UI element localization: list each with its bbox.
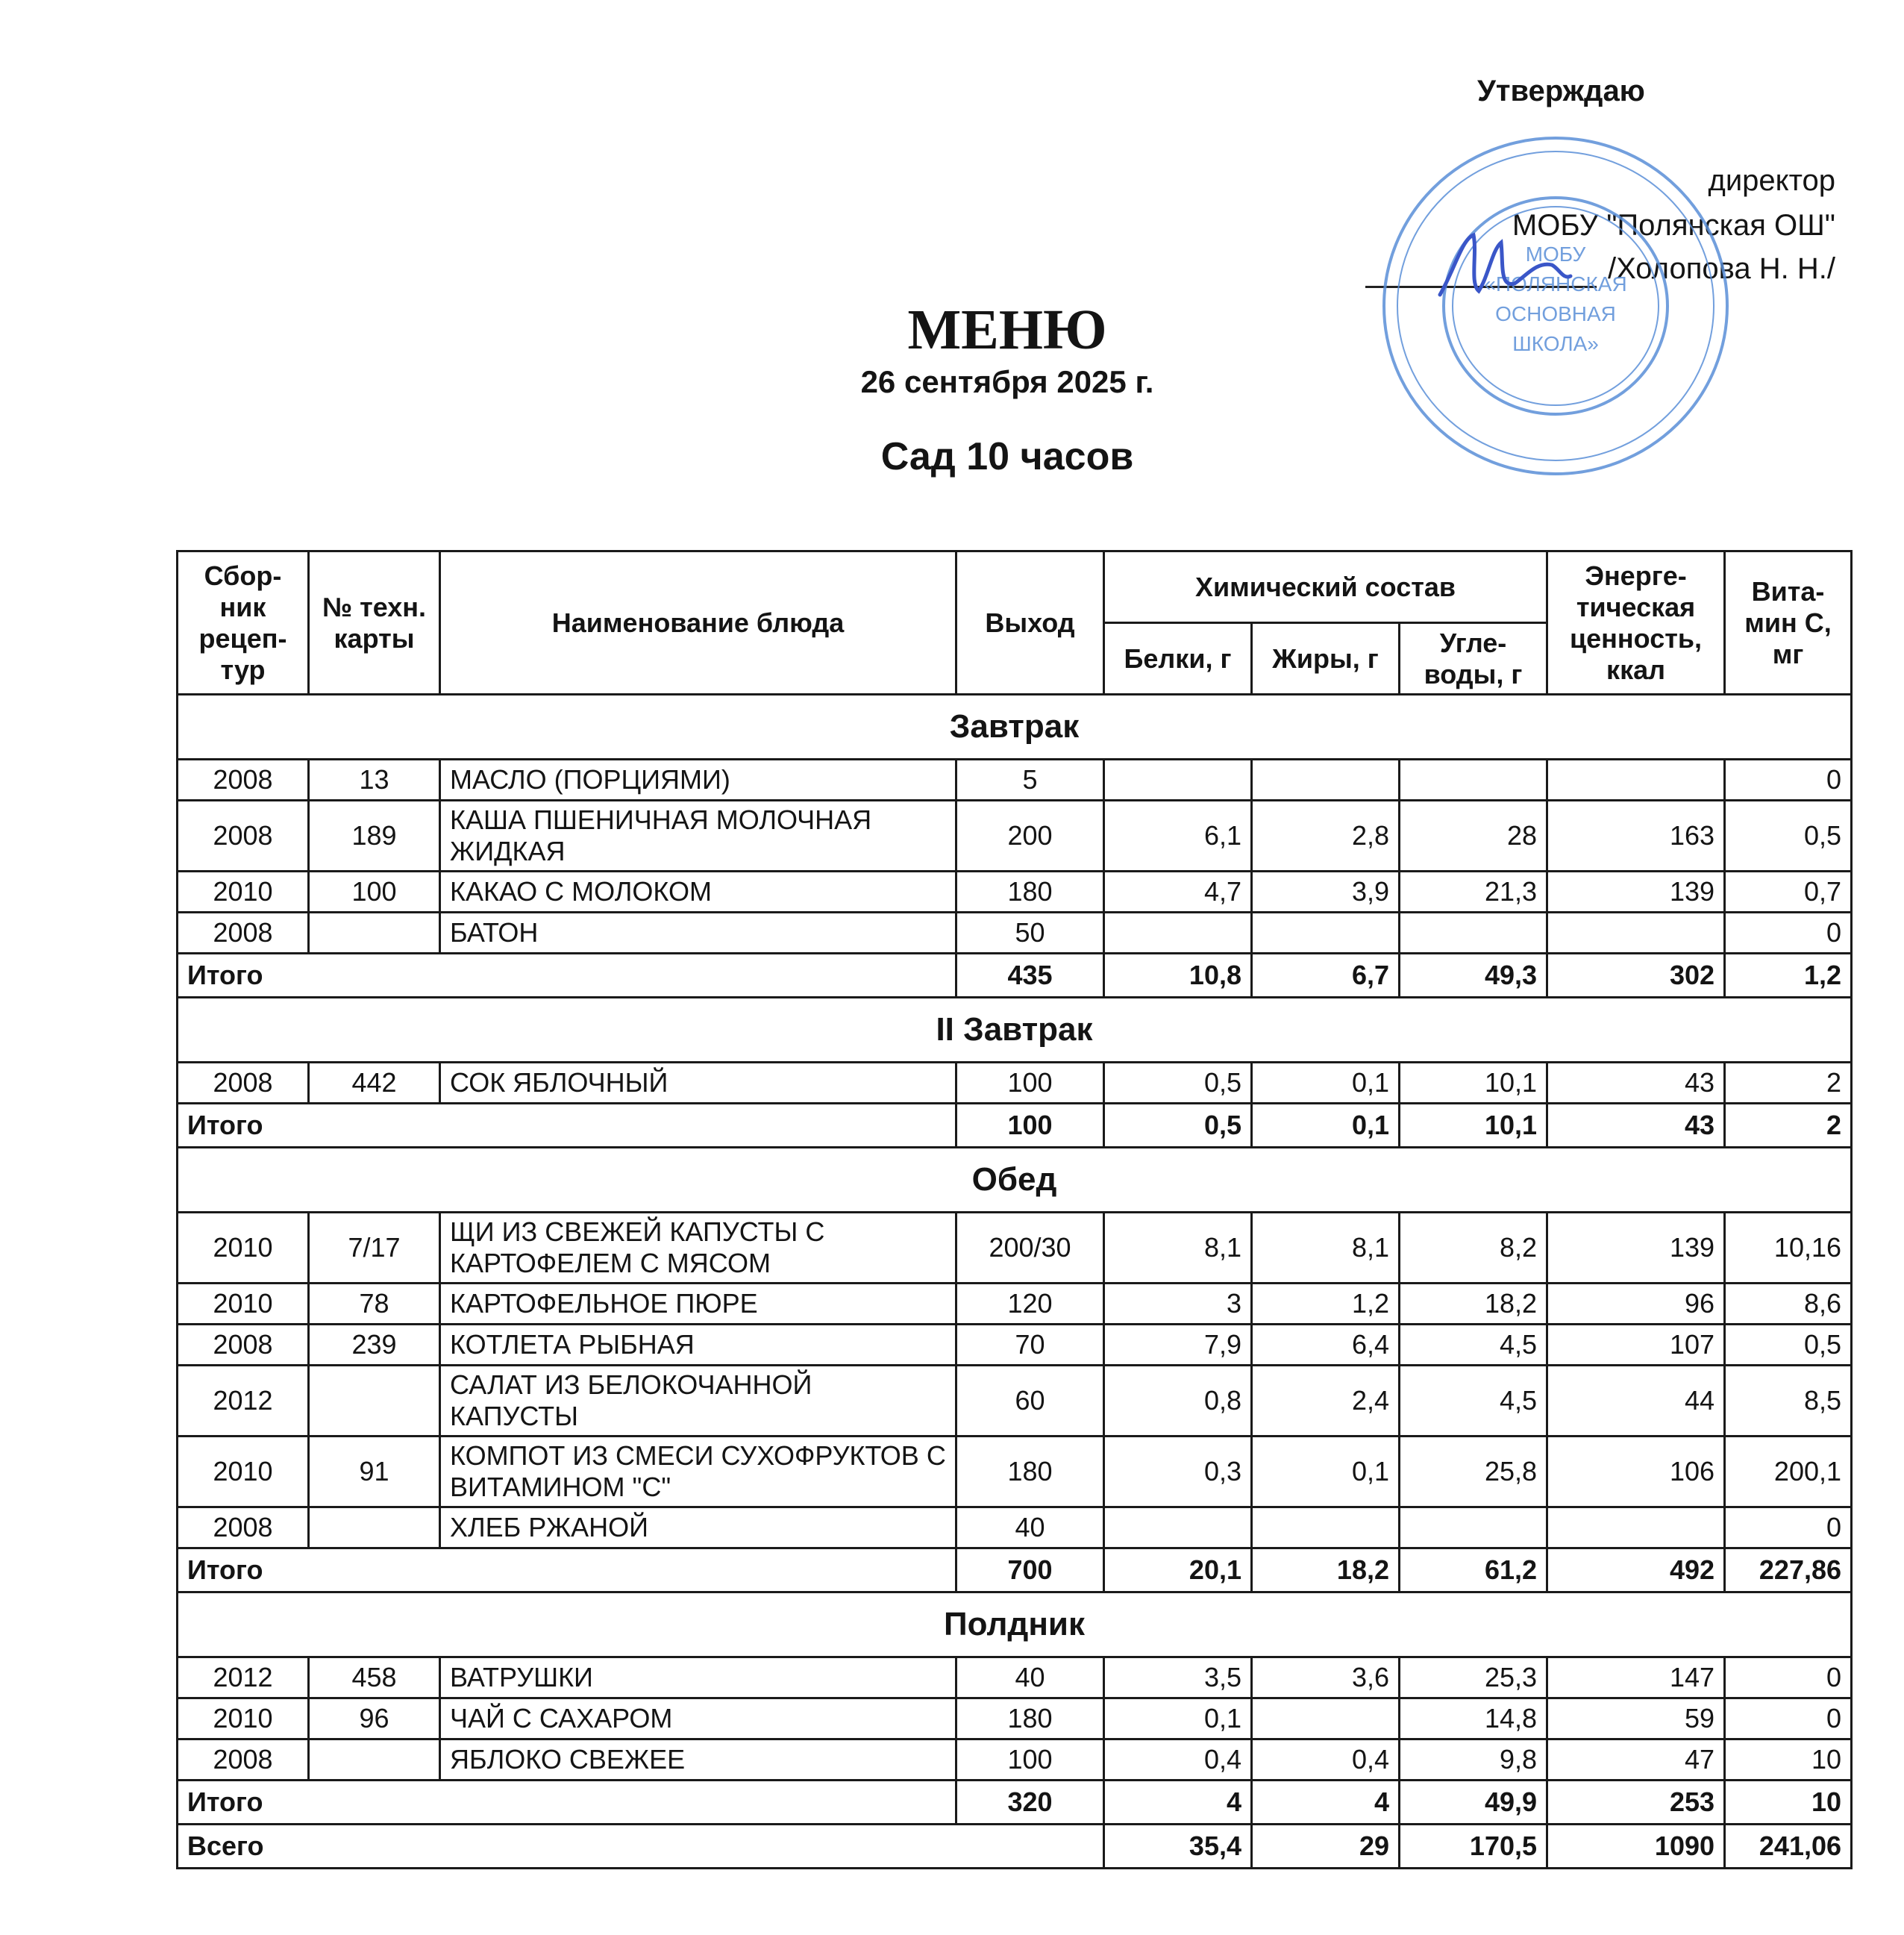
dish-name-cell: КАША ПШЕНИЧНАЯ МОЛОЧНАЯ ЖИДКАЯ <box>440 801 956 872</box>
carbs-cell: 21,3 <box>1400 872 1547 913</box>
total-yield: 320 <box>956 1781 1104 1825</box>
tech-card-cell <box>309 1507 440 1548</box>
yield-cell: 5 <box>956 760 1104 801</box>
signature-icon <box>1432 224 1574 306</box>
table-row <box>178 760 1852 801</box>
yield-cell: 100 <box>956 1739 1104 1781</box>
total-label: Итого <box>178 1548 956 1592</box>
grand-total-energy: 1090 <box>1547 1825 1725 1869</box>
fat-cell: 1,2 <box>1252 1284 1400 1325</box>
svg-text:ОСНОВНАЯ: ОСНОВНАЯ <box>1495 302 1616 325</box>
approval-org: МОБУ "Полянская ОШ" <box>1512 209 1835 242</box>
section-header-row <box>178 1148 1852 1213</box>
energy-cell <box>1547 913 1725 954</box>
school-stamp-icon <box>1377 131 1735 481</box>
energy-cell: 107 <box>1547 1325 1725 1366</box>
tech-card-cell: 189 <box>309 801 440 872</box>
fat-cell: 8,1 <box>1252 1213 1400 1284</box>
fat-cell: 0,4 <box>1252 1739 1400 1781</box>
total-protein: 10,8 <box>1104 954 1252 998</box>
dish-name-cell: ЯБЛОКО СВЕЖЕЕ <box>440 1739 956 1781</box>
total-vitamin-c: 1,2 <box>1725 954 1852 998</box>
collection-cell: 2010 <box>178 1284 309 1325</box>
header-energy: Энерге-тическая ценность, ккал <box>1547 551 1725 695</box>
total-yield: 700 <box>956 1548 1104 1592</box>
grand-total-fat: 29 <box>1252 1825 1400 1869</box>
total-label: Итого <box>178 954 956 998</box>
tech-card-cell: 91 <box>309 1437 440 1507</box>
total-label: Итого <box>178 1781 956 1825</box>
total-vitamin-c: 227,86 <box>1725 1548 1852 1592</box>
collection-cell: 2012 <box>178 1366 309 1437</box>
total-energy: 302 <box>1547 954 1725 998</box>
vitamin-c-cell: 8,5 <box>1725 1366 1852 1437</box>
vitamin-c-cell: 10,16 <box>1725 1213 1852 1284</box>
svg-text:ШКОЛА»: ШКОЛА» <box>1512 332 1599 355</box>
header-fat: Жиры, г <box>1252 623 1400 695</box>
yield-cell: 180 <box>956 1698 1104 1739</box>
total-row <box>178 1781 1852 1825</box>
tech-card-cell: 442 <box>309 1063 440 1104</box>
tech-card-cell: 78 <box>309 1284 440 1325</box>
section-header-row <box>178 1592 1852 1657</box>
section-header-row <box>178 695 1852 760</box>
total-carbs: 49,9 <box>1400 1781 1547 1825</box>
protein-cell: 7,9 <box>1104 1325 1252 1366</box>
section-header-row <box>178 998 1852 1063</box>
header-carbs: Угле-воды, г <box>1400 623 1547 695</box>
svg-text:МОБУ: МОБУ <box>1525 243 1586 266</box>
tech-card-cell <box>309 1739 440 1781</box>
total-fat: 4 <box>1252 1781 1400 1825</box>
vitamin-c-cell: 0,5 <box>1725 801 1852 872</box>
table-row <box>178 1284 1852 1325</box>
collection-cell: 2008 <box>178 1063 309 1104</box>
protein-cell: 0,5 <box>1104 1063 1252 1104</box>
tech-card-cell: 13 <box>309 760 440 801</box>
energy-cell: 43 <box>1547 1063 1725 1104</box>
total-fat: 6,7 <box>1252 954 1400 998</box>
tech-card-cell: 100 <box>309 872 440 913</box>
header-yield: Выход <box>956 551 1104 695</box>
vitamin-c-cell: 200,1 <box>1725 1437 1852 1507</box>
total-row <box>178 954 1852 998</box>
collection-cell: 2008 <box>178 1507 309 1548</box>
carbs-cell: 10,1 <box>1400 1063 1547 1104</box>
svg-text:«ПОЛЯНСКАЯ: «ПОЛЯНСКАЯ <box>1484 272 1627 296</box>
collection-cell: 2008 <box>178 913 309 954</box>
dish-name-cell: САЛАТ ИЗ БЕЛОКОЧАННОЙ КАПУСТЫ <box>440 1366 956 1437</box>
carbs-cell: 4,5 <box>1400 1325 1547 1366</box>
fat-cell <box>1252 1507 1400 1548</box>
table-row <box>178 801 1852 872</box>
energy-cell: 106 <box>1547 1437 1725 1507</box>
vitamin-c-cell: 0 <box>1725 913 1852 954</box>
protein-cell <box>1104 1507 1252 1548</box>
yield-cell: 180 <box>956 1437 1104 1507</box>
fat-cell: 0,1 <box>1252 1437 1400 1507</box>
protein-cell: 4,7 <box>1104 872 1252 913</box>
yield-cell: 180 <box>956 872 1104 913</box>
dish-name-cell: КАКАО С МОЛОКОМ <box>440 872 956 913</box>
header-vitamin-c: Вита-мин С, мг <box>1725 551 1852 695</box>
fat-cell: 0,1 <box>1252 1063 1400 1104</box>
collection-cell: 2012 <box>178 1657 309 1698</box>
fat-cell: 3,6 <box>1252 1657 1400 1698</box>
total-protein: 20,1 <box>1104 1548 1252 1592</box>
yield-cell: 200 <box>956 801 1104 872</box>
total-vitamin-c: 10 <box>1725 1781 1852 1825</box>
table-row <box>178 1698 1852 1739</box>
collection-cell: 2008 <box>178 1739 309 1781</box>
protein-cell: 3 <box>1104 1284 1252 1325</box>
protein-cell: 0,4 <box>1104 1739 1252 1781</box>
table-row <box>178 1739 1852 1781</box>
yield-cell: 120 <box>956 1284 1104 1325</box>
fat-cell: 3,9 <box>1252 872 1400 913</box>
tech-card-cell: 239 <box>309 1325 440 1366</box>
page-title: МЕНЮ <box>907 298 1107 361</box>
carbs-cell <box>1400 760 1547 801</box>
protein-cell: 8,1 <box>1104 1213 1252 1284</box>
grand-total-protein: 35,4 <box>1104 1825 1252 1869</box>
table-row <box>178 872 1852 913</box>
approval-title: Утверждаю <box>1477 75 1645 107</box>
header-chemical: Химический состав <box>1104 551 1547 623</box>
fat-cell: 2,4 <box>1252 1366 1400 1437</box>
tech-card-cell <box>309 913 440 954</box>
total-carbs: 61,2 <box>1400 1548 1547 1592</box>
total-protein: 4 <box>1104 1781 1252 1825</box>
vitamin-c-cell: 10 <box>1725 1739 1852 1781</box>
total-energy: 253 <box>1547 1781 1725 1825</box>
dish-name-cell: БАТОН <box>440 913 956 954</box>
yield-cell: 50 <box>956 913 1104 954</box>
dish-name-cell: ЩИ ИЗ СВЕЖЕЙ КАПУСТЫ С КАРТОФЕЛЕМ С МЯСОМ <box>440 1213 956 1284</box>
carbs-cell: 28 <box>1400 801 1547 872</box>
grand-total-carbs: 170,5 <box>1400 1825 1547 1869</box>
grand-total-vitamin-c: 241,06 <box>1725 1825 1852 1869</box>
carbs-cell: 18,2 <box>1400 1284 1547 1325</box>
carbs-cell: 9,8 <box>1400 1739 1547 1781</box>
protein-cell: 6,1 <box>1104 801 1252 872</box>
energy-cell: 59 <box>1547 1698 1725 1739</box>
header-protein: Белки, г <box>1104 623 1252 695</box>
table-header-row <box>178 551 1852 623</box>
title-block <box>746 298 1268 479</box>
dish-name-cell: ХЛЕБ РЖАНОЙ <box>440 1507 956 1548</box>
table-row <box>178 1437 1852 1507</box>
collection-cell: 2008 <box>178 760 309 801</box>
table-row <box>178 1657 1852 1698</box>
dish-name-cell: СОК ЯБЛОЧНЫЙ <box>440 1063 956 1104</box>
carbs-cell: 25,3 <box>1400 1657 1547 1698</box>
vitamin-c-cell: 0 <box>1725 760 1852 801</box>
total-yield: 435 <box>956 954 1104 998</box>
section-title: Полдник <box>178 1592 1852 1657</box>
grand-total-row <box>178 1825 1852 1869</box>
collection-cell: 2010 <box>178 1698 309 1739</box>
approval-role: директор <box>1708 164 1835 197</box>
dish-name-cell: ЧАЙ С САХАРОМ <box>440 1698 956 1739</box>
section-title: Завтрак <box>178 695 1852 760</box>
carbs-cell: 25,8 <box>1400 1437 1547 1507</box>
energy-cell: 47 <box>1547 1739 1725 1781</box>
dish-name-cell: КОМПОТ ИЗ СМЕСИ СУХОФРУКТОВ С ВИТАМИНОМ "С" <box>440 1437 956 1507</box>
energy-cell <box>1547 1507 1725 1548</box>
carbs-cell: 8,2 <box>1400 1213 1547 1284</box>
carbs-cell <box>1400 913 1547 954</box>
header-collection: Сбор-ник рецеп-тур <box>178 551 309 695</box>
collection-cell: 2010 <box>178 872 309 913</box>
header-tech-card: № техн. карты <box>309 551 440 695</box>
total-energy: 43 <box>1547 1104 1725 1148</box>
total-fat: 0,1 <box>1252 1104 1400 1148</box>
total-row <box>178 1548 1852 1592</box>
total-carbs: 10,1 <box>1400 1104 1547 1148</box>
collection-cell: 2008 <box>178 801 309 872</box>
protein-cell: 0,3 <box>1104 1437 1252 1507</box>
yield-cell: 100 <box>956 1063 1104 1104</box>
fat-cell <box>1252 913 1400 954</box>
yield-cell: 200/30 <box>956 1213 1104 1284</box>
document-date: 26 сентября 2025 г. <box>860 364 1154 399</box>
vitamin-c-cell: 8,6 <box>1725 1284 1852 1325</box>
dish-name-cell: МАСЛО (ПОРЦИЯМИ) <box>440 760 956 801</box>
tech-card-cell: 96 <box>309 1698 440 1739</box>
table-row <box>178 1213 1852 1284</box>
total-carbs: 49,3 <box>1400 954 1547 998</box>
menu-table <box>176 550 1853 1869</box>
energy-cell: 163 <box>1547 801 1725 872</box>
total-yield: 100 <box>956 1104 1104 1148</box>
yield-cell: 40 <box>956 1507 1104 1548</box>
fat-cell <box>1252 1698 1400 1739</box>
total-vitamin-c: 2 <box>1725 1104 1852 1148</box>
total-energy: 492 <box>1547 1548 1725 1592</box>
vitamin-c-cell: 0 <box>1725 1698 1852 1739</box>
collection-cell: 2010 <box>178 1437 309 1507</box>
tech-card-cell: 458 <box>309 1657 440 1698</box>
protein-cell <box>1104 760 1252 801</box>
total-fat: 18,2 <box>1252 1548 1400 1592</box>
energy-cell: 139 <box>1547 1213 1725 1284</box>
energy-cell: 147 <box>1547 1657 1725 1698</box>
section-title: II Завтрак <box>178 998 1852 1063</box>
total-label: Итого <box>178 1104 956 1148</box>
protein-cell: 0,8 <box>1104 1366 1252 1437</box>
table-row <box>178 913 1852 954</box>
total-protein: 0,5 <box>1104 1104 1252 1148</box>
protein-cell: 3,5 <box>1104 1657 1252 1698</box>
carbs-cell: 4,5 <box>1400 1366 1547 1437</box>
yield-cell: 70 <box>956 1325 1104 1366</box>
yield-cell: 40 <box>956 1657 1104 1698</box>
grand-total-label: Всего <box>178 1825 1104 1869</box>
energy-cell <box>1547 760 1725 801</box>
dish-name-cell: КАРТОФЕЛЬНОЕ ПЮРЕ <box>440 1284 956 1325</box>
dish-name-cell: ВАТРУШКИ <box>440 1657 956 1698</box>
table-row <box>178 1507 1852 1548</box>
yield-cell: 60 <box>956 1366 1104 1437</box>
protein-cell: 0,1 <box>1104 1698 1252 1739</box>
carbs-cell <box>1400 1507 1547 1548</box>
tech-card-cell <box>309 1366 440 1437</box>
fat-cell: 6,4 <box>1252 1325 1400 1366</box>
vitamin-c-cell: 0,7 <box>1725 872 1852 913</box>
collection-cell: 2010 <box>178 1213 309 1284</box>
dish-name-cell: КОТЛЕТА РЫБНАЯ <box>440 1325 956 1366</box>
carbs-cell: 14,8 <box>1400 1698 1547 1739</box>
document-subtitle: Сад 10 часов <box>880 435 1134 478</box>
vitamin-c-cell: 0 <box>1725 1657 1852 1698</box>
section-title: Обед <box>178 1148 1852 1213</box>
menu-body <box>178 695 1852 1869</box>
tech-card-cell: 7/17 <box>309 1213 440 1284</box>
total-row <box>178 1104 1852 1148</box>
table-row <box>178 1366 1852 1437</box>
collection-cell: 2008 <box>178 1325 309 1366</box>
approval-name: /Холопова Н. Н./ <box>1607 252 1835 285</box>
vitamin-c-cell: 0 <box>1725 1507 1852 1548</box>
vitamin-c-cell: 0,5 <box>1725 1325 1852 1366</box>
energy-cell: 44 <box>1547 1366 1725 1437</box>
protein-cell <box>1104 913 1252 954</box>
energy-cell: 139 <box>1547 872 1725 913</box>
fat-cell: 2,8 <box>1252 801 1400 872</box>
table-row <box>178 1325 1852 1366</box>
header-dish: Наименование блюда <box>440 551 956 695</box>
table-row <box>178 1063 1852 1104</box>
vitamin-c-cell: 2 <box>1725 1063 1852 1104</box>
energy-cell: 96 <box>1547 1284 1725 1325</box>
fat-cell <box>1252 760 1400 801</box>
